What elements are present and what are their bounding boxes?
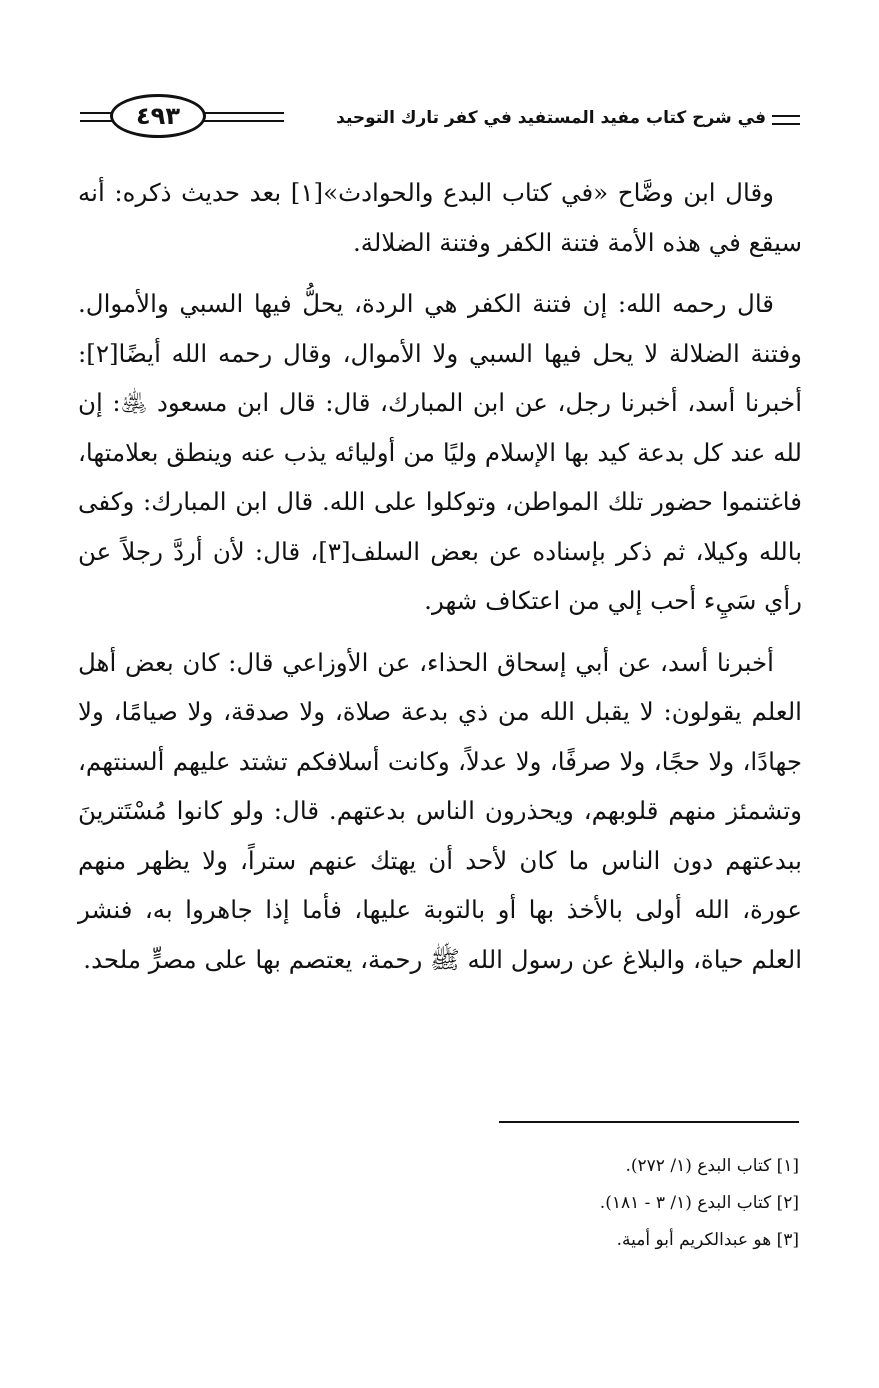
footnote-2: [٢] كتاب البدع (١/ ٣ - ١٨١). — [599, 1193, 799, 1213]
running-title: في شرح كتاب مفيد المستفيد في كفر تارك التوحيد — [336, 108, 766, 128]
header-rule-left — [80, 112, 112, 122]
paragraph-1: وقال ابن وضَّاح «في كتاب البدع والحوادث»[١] بعد حديث ذكره: أنه سيقع في هذه الأمة فتنة الكفر وفتنة الضلالة. — [78, 178, 802, 257]
page-number: ٤٩٣ — [110, 94, 206, 138]
footnote-1: [١] كتاب البدع (١/ ٢٧٢). — [625, 1156, 799, 1176]
page-header — [80, 86, 800, 146]
footnote-3: [٣] هو عبدالكريم أبو أمية. — [616, 1230, 799, 1250]
main-text — [78, 168, 802, 996]
paragraph-2: قال رحمه الله: إن فتنة الكفر هي الردة، يحلُّ فيها السبي والأموال. وفتنة الضلالة لا يحل فيها السبي ولا الأموال، وقال رحمه الله أيضًا[٢]: أخبرنا أسد، أخبرنا رجل، عن ابن المبارك، قال: قال ابن مسعود ﵁: إن لله عند كل بدعة كيد بها الإسلام وليًا من أوليائه يذب عنه وينطق بعلامتها، فاغتنموا حضور تلك المواطن، وتوكلوا على الله. قال ابن المبارك: وكفى بالله وكيلا، ثم ذكر بإسناده عن بعض السلف[٣]، قال: لأن أردَّ رجلاً عن رأي سَيِء أحب إلي من اعتكاف شهر. — [78, 289, 803, 615]
footnote-separator — [499, 1121, 799, 1123]
footnotes — [199, 1148, 799, 1259]
header-ornament — [772, 115, 800, 125]
header-rule-right — [204, 112, 284, 122]
paragraph-3: أخبرنا أسد، عن أبي إسحاق الحذاء، عن الأوزاعي قال: كان بعض أهل العلم يقولون: لا يقبل الله من ذي بدعة صلاة، ولا صدقة، ولا صيامًا، ولا جهادًا، ولا حجًا، ولا صرفًا، ولا عدلاً، وكانت أسلافكم تشتد عليهم ألسنتهم، وتشمئز منهم قلوبهم، ويحذرون الناس بدعتهم. قال: ولو كانوا مُسْتَترينَ ببدعتهم دون الناس ما كان لأحد أن يهتك عنهم ستراً، ولا يظهر منهم عورة، الله أولى بالأخذ بها أو بالتوبة عليها، فأما إذا جاهروا به، فنشر العلم حياة، والبلاغ عن رسول الله ﷺ رحمة، يعتصم بها على مصرٍّ ملحد. — [78, 647, 802, 974]
